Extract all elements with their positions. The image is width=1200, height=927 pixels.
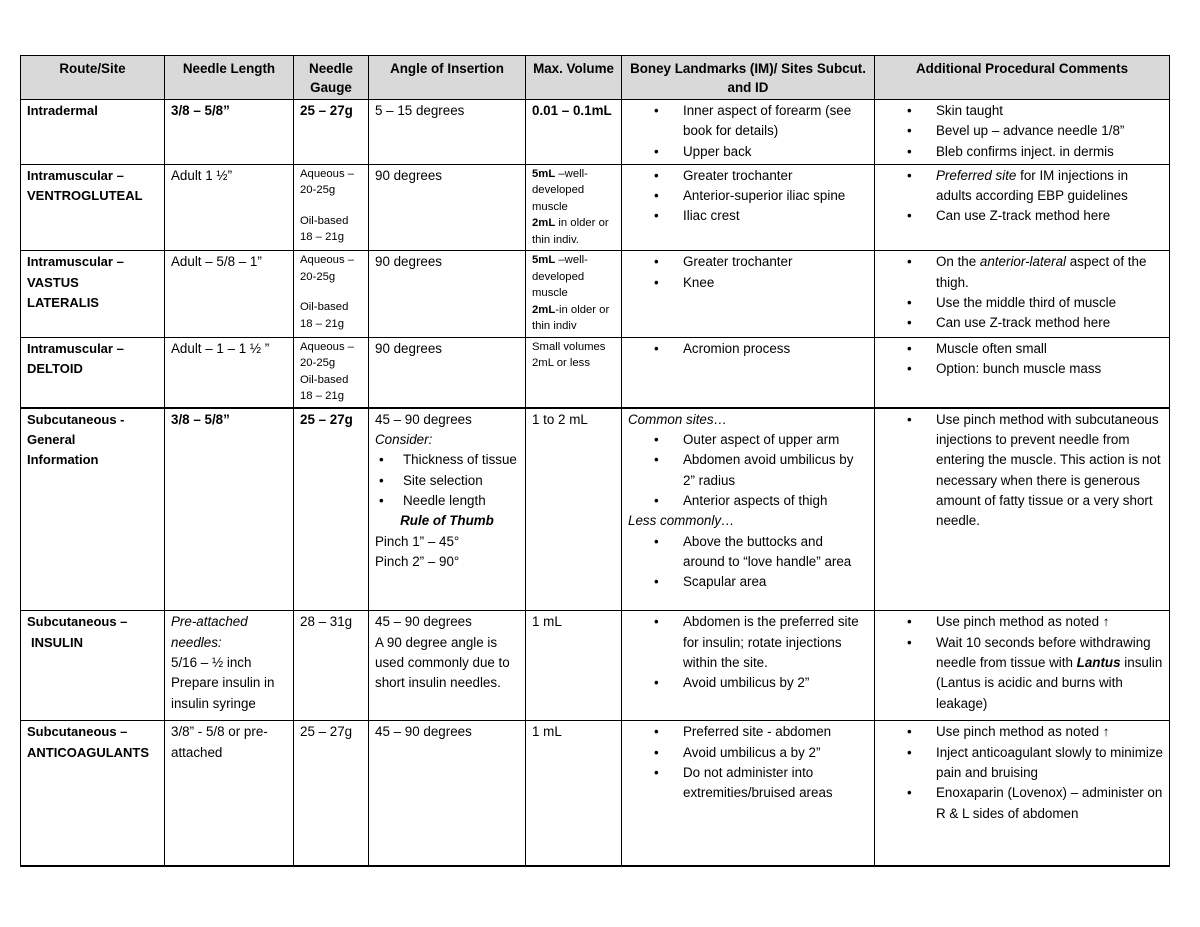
volume-cell: 5mL –well-developed muscle 2mL in older or thin indiv. <box>526 164 622 251</box>
list-item: • Bevel up – advance needle 1/8” <box>881 121 1163 141</box>
list-item: • Abdomen avoid umbilicus by 2” radius <box>628 450 868 491</box>
header-max-volume: Max. Volume <box>526 56 622 100</box>
header-needle-length: Needle Length <box>165 56 294 100</box>
list-item: • Acromion process <box>628 339 868 359</box>
list-item: • Abdomen is the preferred site for insulin; rotate injections within the site. <box>628 612 868 673</box>
list-item: • Use pinch method as noted ↑ <box>881 612 1163 632</box>
list-item: • Site selection <box>375 471 519 491</box>
list-item: • Bleb confirms inject. in dermis <box>881 142 1163 162</box>
volume-cell: 1 mL <box>526 611 622 721</box>
gauge-cell: 28 – 31g <box>294 611 369 721</box>
list-item: • Avoid umbilicus by 2” <box>628 673 868 693</box>
volume-cell: 0.01 – 0.1mL <box>526 100 622 165</box>
landmarks-cell <box>622 721 875 866</box>
route-cell: Subcutaneous - General Information <box>21 408 165 611</box>
length-cell: 3/8 – 5/8” <box>165 100 294 165</box>
gauge-cell: Aqueous – 20-25g Oil-based 18 – 21g <box>294 251 369 338</box>
table-row <box>21 408 1170 611</box>
list-item: • Can use Z-track method here <box>881 206 1163 226</box>
landmarks-cell <box>622 164 875 251</box>
route-cell: Subcutaneous – ANTICOAGULANTS <box>21 721 165 866</box>
list-item: • Greater trochanter <box>628 252 868 272</box>
table-row <box>21 721 1170 866</box>
length-cell: Pre-attached needles: 5/16 – ½ inch Prepare insulin in insulin syringe <box>165 611 294 721</box>
header-comments: Additional Procedural Comments <box>875 56 1170 100</box>
gauge-cell: 25 – 27g <box>294 408 369 611</box>
table-row <box>21 164 1170 251</box>
list-item: • Preferred site - abdomen <box>628 722 868 742</box>
gauge-cell: Aqueous – 20-25g Oil-based 18 – 21g <box>294 337 369 408</box>
list-item: • Anterior-superior iliac spine <box>628 186 868 206</box>
list-item: • Preferred site for IM injections in adults according EBP guidelines <box>881 166 1163 207</box>
list-item: • Skin taught <box>881 101 1163 121</box>
header-route-site: Route/Site <box>21 56 165 100</box>
list-item: • Inner aspect of forearm (see book for details) <box>628 101 868 142</box>
list-item: • Use the middle third of muscle <box>881 293 1163 313</box>
angle-cell: 5 – 15 degrees <box>369 100 526 165</box>
angle-cell: 45 – 90 degrees <box>369 721 526 866</box>
angle-cell: 90 degrees <box>369 251 526 338</box>
table-row <box>21 100 1170 165</box>
table-row <box>21 611 1170 721</box>
volume-cell: 5mL –well-developed muscle 2mL-in older or thin indiv <box>526 251 622 338</box>
angle-cell: 45 – 90 degrees Consider: • Thickness of tissue • Site selection • Needle length Rule of Thumb Pinch 1” – 45° Pinch 2” – 90° <box>369 408 526 611</box>
route-cell: Intramuscular – DELTOID <box>21 337 165 408</box>
comments-cell <box>875 100 1170 165</box>
header-needle-gauge: Needle Gauge <box>294 56 369 100</box>
list-item: • Can use Z-track method here <box>881 313 1163 333</box>
header-angle: Angle of Insertion <box>369 56 526 100</box>
route-cell: Intradermal <box>21 100 165 165</box>
volume-cell: 1 mL <box>526 721 622 866</box>
list-item: • Greater trochanter <box>628 166 868 186</box>
length-cell: Adult – 1 – 1 ½ ” <box>165 337 294 408</box>
list-item: • Upper back <box>628 142 868 162</box>
route-cell: Intramuscular – VASTUS LATERALIS <box>21 251 165 338</box>
list-item: • Option: bunch muscle mass <box>881 359 1163 379</box>
volume-cell: 1 to 2 mL <box>526 408 622 611</box>
list-item: • Anterior aspects of thigh <box>628 491 868 511</box>
table-row <box>21 251 1170 338</box>
list-item: • Inject anticoagulant slowly to minimize pain and bruising <box>881 743 1163 784</box>
landmarks-cell <box>622 100 875 165</box>
landmarks-cell <box>622 251 875 338</box>
comments-cell <box>875 164 1170 251</box>
landmarks-cell <box>622 337 875 408</box>
route-cell: Subcutaneous – INSULIN <box>21 611 165 721</box>
table-row <box>21 337 1170 408</box>
list-item: • Thickness of tissue <box>375 450 519 470</box>
injection-reference-table <box>20 55 1170 867</box>
list-item: • Muscle often small <box>881 339 1163 359</box>
comments-cell <box>875 611 1170 721</box>
angle-cell: 90 degrees <box>369 337 526 408</box>
length-cell: 3/8 – 5/8” <box>165 408 294 611</box>
list-item: • Needle length <box>375 491 519 511</box>
length-cell: Adult – 5/8 – 1” <box>165 251 294 338</box>
comments-cell <box>875 251 1170 338</box>
list-item: • Do not administer into extremities/bruised areas <box>628 763 868 804</box>
landmarks-cell: Common sites… • Outer aspect of upper arm • Abdomen avoid umbilicus by 2” radius • Anterior aspects of thigh Less commonly… • Above the buttocks and around to “love handle” area • Scapular area <box>622 408 875 611</box>
list-item: • Use pinch method with subcutaneous injections to prevent needle from entering the muscle. This action is not necessary when there is generous amount of fatty tissue or a very short needle. <box>881 410 1163 532</box>
comments-cell <box>875 408 1170 611</box>
list-item: • Iliac crest <box>628 206 868 226</box>
gauge-cell: 25 – 27g <box>294 100 369 165</box>
list-item: • Use pinch method as noted ↑ <box>881 722 1163 742</box>
angle-cell: 90 degrees <box>369 164 526 251</box>
length-cell: Adult 1 ½” <box>165 164 294 251</box>
gauge-cell: 25 – 27g <box>294 721 369 866</box>
list-item: • Knee <box>628 273 868 293</box>
list-item: • Scapular area <box>628 572 868 592</box>
list-item: • Avoid umbilicus a by 2” <box>628 743 868 763</box>
comments-cell <box>875 337 1170 408</box>
list-item: • On the anterior-lateral aspect of the thigh. <box>881 252 1163 293</box>
list-item: • Outer aspect of upper arm <box>628 430 868 450</box>
landmarks-cell <box>622 611 875 721</box>
list-item: • Above the buttocks and around to “love handle” area <box>628 532 868 573</box>
comments-cell <box>875 721 1170 866</box>
header-row <box>21 56 1170 100</box>
volume-cell: Small volumes 2mL or less <box>526 337 622 408</box>
gauge-cell: Aqueous – 20-25g Oil-based 18 – 21g <box>294 164 369 251</box>
length-cell: 3/8” - 5/8 or pre-attached <box>165 721 294 866</box>
list-item: • Enoxaparin (Lovenox) – administer on R & L sides of abdomen <box>881 783 1163 824</box>
angle-cell: 45 – 90 degrees A 90 degree angle is used commonly due to short insulin needles. <box>369 611 526 721</box>
header-landmarks: Boney Landmarks (IM)/ Sites Subcut. and ID <box>622 56 875 100</box>
route-cell: Intramuscular – VENTROGLUTEAL <box>21 164 165 251</box>
list-item: • Wait 10 seconds before withdrawing needle from tissue with Lantus insulin (Lantus is acidic and burns with leakage) <box>881 633 1163 714</box>
